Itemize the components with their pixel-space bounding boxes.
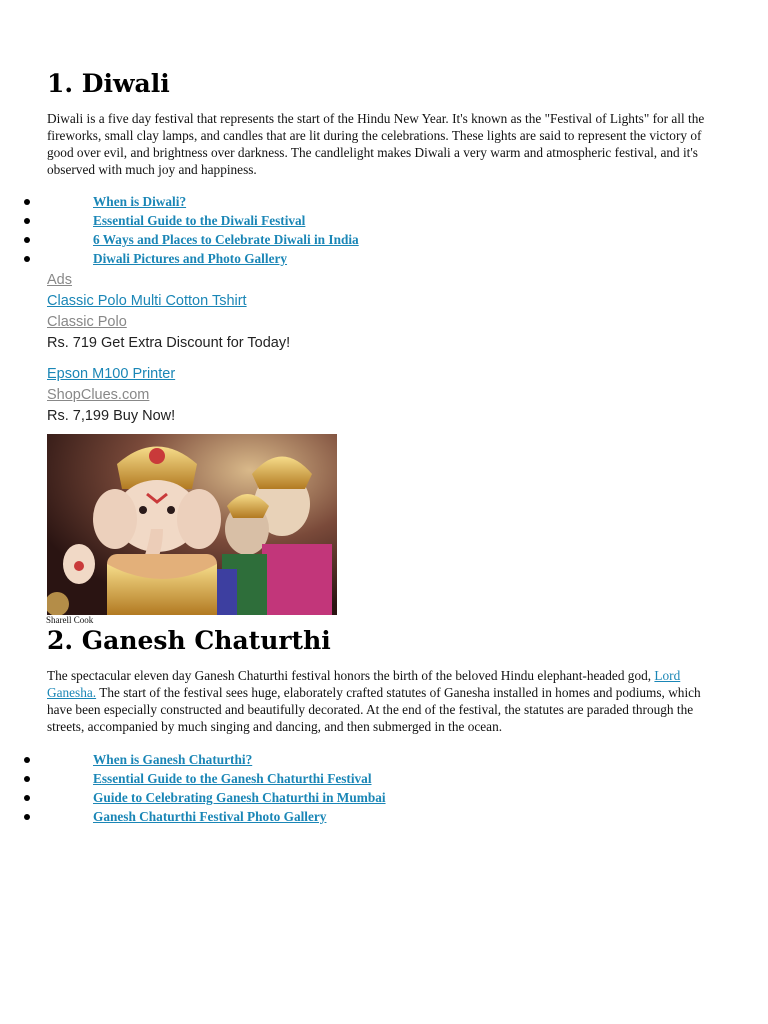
bullet-icon xyxy=(24,218,30,224)
diwali-paragraph: Diwali is a five day festival that represents the start of the Hindu New Year. It's known as the "Festival of Lights" for all the fireworks, small clay lamps, and candles that are lit during the celebrations. These lights are said to represent the victory of good over evil, and brightness over darkness. The candlelight makes Diwali a very warm and atmospheric festival, and it's observed with much joy and happiness. xyxy=(47,111,705,177)
ad-2-price: Rs. 7,199 Buy Now! xyxy=(47,408,176,424)
ganesh-paragraph-text-2: The start of the festival sees huge, elaborately crafted statutes of Ganesha installed in homes and podiums, which have been especially constructed and beautifully decorated. At the end of the festival, the statutes are paraded through the streets, accompanied by much singing and dancing, and then submerged in the ocean. xyxy=(47,685,701,734)
list-item xyxy=(0,193,768,212)
link-ganesh-mumbai[interactable]: Guide to Celebrating Ganesh Chaturthi in Mumbai xyxy=(93,790,386,805)
bullet-icon xyxy=(24,199,30,205)
ad-2-title[interactable]: Epson M100 Printer xyxy=(47,366,176,382)
link-when-is-diwali[interactable]: When is Diwali? xyxy=(93,194,187,209)
photo-credit: Sharell Cook xyxy=(46,615,94,625)
link-ganesh-gallery[interactable]: Ganesh Chaturthi Festival Photo Gallery xyxy=(93,809,327,824)
bullet-icon xyxy=(24,256,30,262)
link-when-is-ganesh-chaturthi[interactable]: When is Ganesh Chaturthi? xyxy=(93,752,253,767)
ad-2-source[interactable]: ShopClues.com xyxy=(47,387,150,403)
list-item xyxy=(0,212,768,231)
link-ganesh-guide[interactable]: Essential Guide to the Ganesh Chaturthi Festival xyxy=(93,771,372,786)
list-item xyxy=(0,770,768,789)
ad-1-title[interactable]: Classic Polo Multi Cotton Tshirt xyxy=(47,293,247,309)
ganesh-paragraph-text-1: The spectacular eleven day Ganesh Chaturthi festival honors the birth of the beloved Hindu elephant-headed god, xyxy=(47,668,655,683)
ganesha-photo xyxy=(47,434,337,615)
list-item xyxy=(0,808,768,827)
link-diwali-ways[interactable]: 6 Ways and Places to Celebrate Diwali in India xyxy=(93,232,359,247)
section-heading-ganesh-chaturthi: 2. Ganesh Chaturthi xyxy=(47,626,331,655)
bullet-icon xyxy=(24,795,30,801)
ganesh-paragraph xyxy=(47,667,727,735)
ads-label[interactable]: Ads xyxy=(47,272,72,288)
ganesha-photo-icon xyxy=(47,434,337,615)
ganesh-links-list xyxy=(0,751,768,827)
bullet-icon xyxy=(24,814,30,820)
bullet-icon xyxy=(24,237,30,243)
link-lord-ganesha[interactable]: Lord Ganesha. xyxy=(47,668,681,700)
bullet-icon xyxy=(24,757,30,763)
list-item xyxy=(0,789,768,808)
diwali-links-list xyxy=(0,193,768,269)
ad-1-source[interactable]: Classic Polo xyxy=(47,314,127,330)
list-item xyxy=(0,231,768,250)
ad-1-price: Rs. 719 Get Extra Discount for Today! xyxy=(47,335,291,351)
list-item xyxy=(0,751,768,770)
section-heading-diwali: 1. Diwali xyxy=(47,69,170,98)
bullet-icon xyxy=(24,776,30,782)
list-item xyxy=(0,250,768,269)
link-diwali-guide[interactable]: Essential Guide to the Diwali Festival xyxy=(93,213,306,228)
link-diwali-gallery[interactable]: Diwali Pictures and Photo Gallery xyxy=(93,251,288,266)
